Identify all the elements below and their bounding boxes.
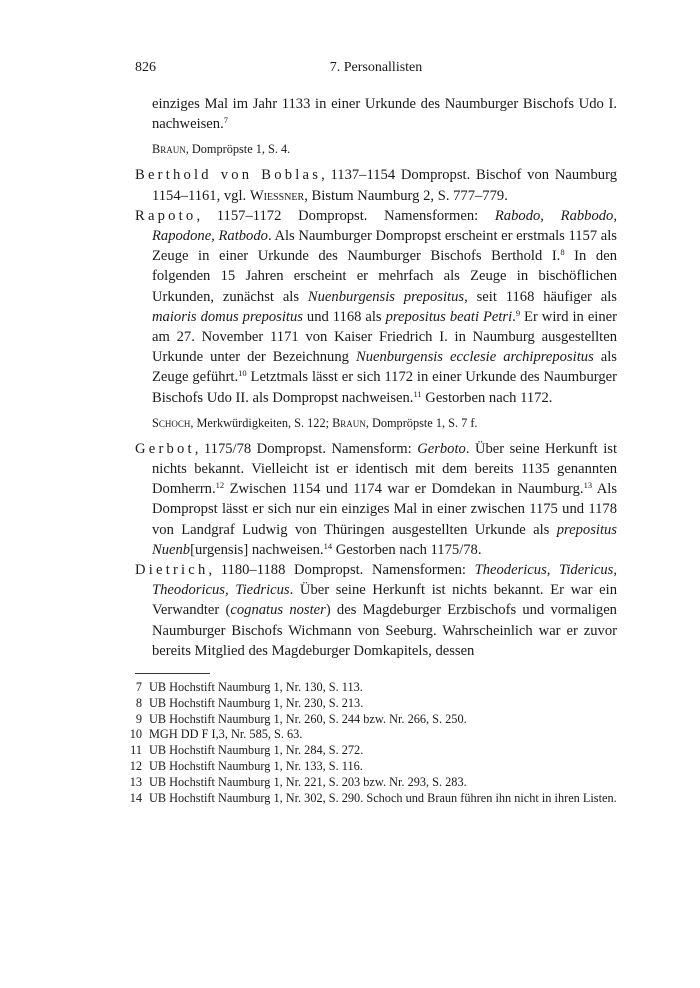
entry-name: Rapoto [135,207,197,224]
footnote-ref: 12 [215,480,225,491]
entry-gerbot: Gerbot, 1175/78 Dompropst. Namensform: Gerboto. Über seine Herkunft ist nichts bekannt. Vielleicht ist er identisch mit dem bereits 1135 genannten Domherrn.$^{12}$ Zwischen 1154 und 1174 war er Domdekan in Naumburg.$^{13}$ Als Dompropst lässt er sich nur ein einziges Mal in einer zwischen 1175 und 1178 von Landgraf Ludwig von Thüringen ausgestellten Urkunde als prepositus Nuenb[urgensis] nachweisen.$^{14}$ Gestorben nach 1175/78. [135,440,618,558]
continued-paragraph: einziges Mal im Jahr 1133 in einer Urkunde des Naumburger Bischofs Udo I. nachweisen.$^7$ [152,96,617,133]
footnote-ref: 10 [238,368,247,379]
footnote: 14 UB Hochstift Naumburg 1, Nr. 302, S. 290. Schoch und Braun führen ihn nicht in ihren Listen. [129,790,617,805]
footnote-ref: 8 [560,247,565,258]
page-header [135,60,617,82]
footnote-divider [135,673,210,674]
entry-dietrich: Dietrich, 1180–1188 Dompropst. Namensformen: Theodericus, Tidericus, Theodoricus, Tiedricus. Über seine Herkunft ist nichts bekannt. Er war ein Verwandter (cognatus noster) des Magdeburger Erzbischofs und vormaligen Naumburger Bischofs Wichmann von Seeburg. Wahrscheinlich war er zuvor bereits Mitglied des Magdeburger Domkapitels, dessen [135,562,618,659]
entry-name: Dietrich [135,562,209,579]
footnote-ref: 14 [323,540,333,551]
footnote-ref: 9 [515,307,521,318]
entry-name: Gerbot [135,440,195,457]
main-text [135,94,617,661]
literature-note: Schoch, Merkwürdigkeiten, S. 122; Braun, Dompröpste 1, S. 7 f. [152,415,478,430]
running-head: 7. Personallisten [329,60,423,75]
footnote: 13 UB Hochstift Naumburg 1, Nr. 221, S. 203 bzw. Nr. 293, S. 283. [129,774,467,789]
footnote-ref: 13 [583,480,593,491]
footnote: 11 UB Hochstift Naumburg 1, Nr. 284, S. 272. [130,743,364,758]
footnotes [129,680,617,806]
footnote: 10 MGH DD F I,3, Nr. 585, S. 63. [129,727,303,742]
footnote: 8 UB Hochstift Naumburg 1, Nr. 230, S. 213. [135,695,364,710]
footnote: 12 UB Hochstift Naumburg 1, Nr. 133, S. 116. [129,759,363,774]
entry-name: Berthold von Boblas [135,167,322,184]
literature-note: Braun, Dompröpste 1, S. 4. [152,142,291,157]
footnote-ref: 11 [413,388,422,399]
page-number: 826 [135,60,156,75]
footnote-ref: 7 [223,115,228,126]
footnote: 7 UB Hochstift Naumburg 1, Nr. 130, S. 113. [135,680,363,695]
entry-berthold: Berthold von Boblas, 1137–1154 Dompropst. Bischof von Naumburg 1154–1161, vgl. Wiessner, Bistum Naumburg 2, S. 777–779. [135,167,617,204]
footnote: 9 UB Hochstift Naumburg 1, Nr. 260, S. 244 bzw. Nr. 266, S. 250. [135,711,467,726]
entry-rapoto: Rapoto, 1157–1172 Dompropst. Namensformen: Rabodo, Rabbodo, Rapodone, Ratbodo. Als Naumburger Dompropst erscheint er erstmals 1157 als Zeuge in einer Urkunde des Naumburger Bischofs Berthold I.$^8$ In den folgenden 15 Jahren erscheint er mehrfach als Zeuge in bischöflichen Urkunden, zunächst als Nuenburgensis prepositus, seit 1168 häufiger als maioris domus prepositus und 1168 als prepositus beati Petri.$^9$ Er wird in einer am 27. November 1171 von Kaiser Friedrich I. in Naumburg ausgestellten Urkunde unter der Bezeichnung Nuenburgensis ecclesie archiprepositus als Zeuge geführt.$^{10}$ Letztmals lässt er sich 1172 in einer Urkunde des Naumburger Bischofs Udo II. als Dompropst nachweisen.$^{11}$ Gestorben nach 1172. [135,207,617,406]
book-page [129,60,618,806]
